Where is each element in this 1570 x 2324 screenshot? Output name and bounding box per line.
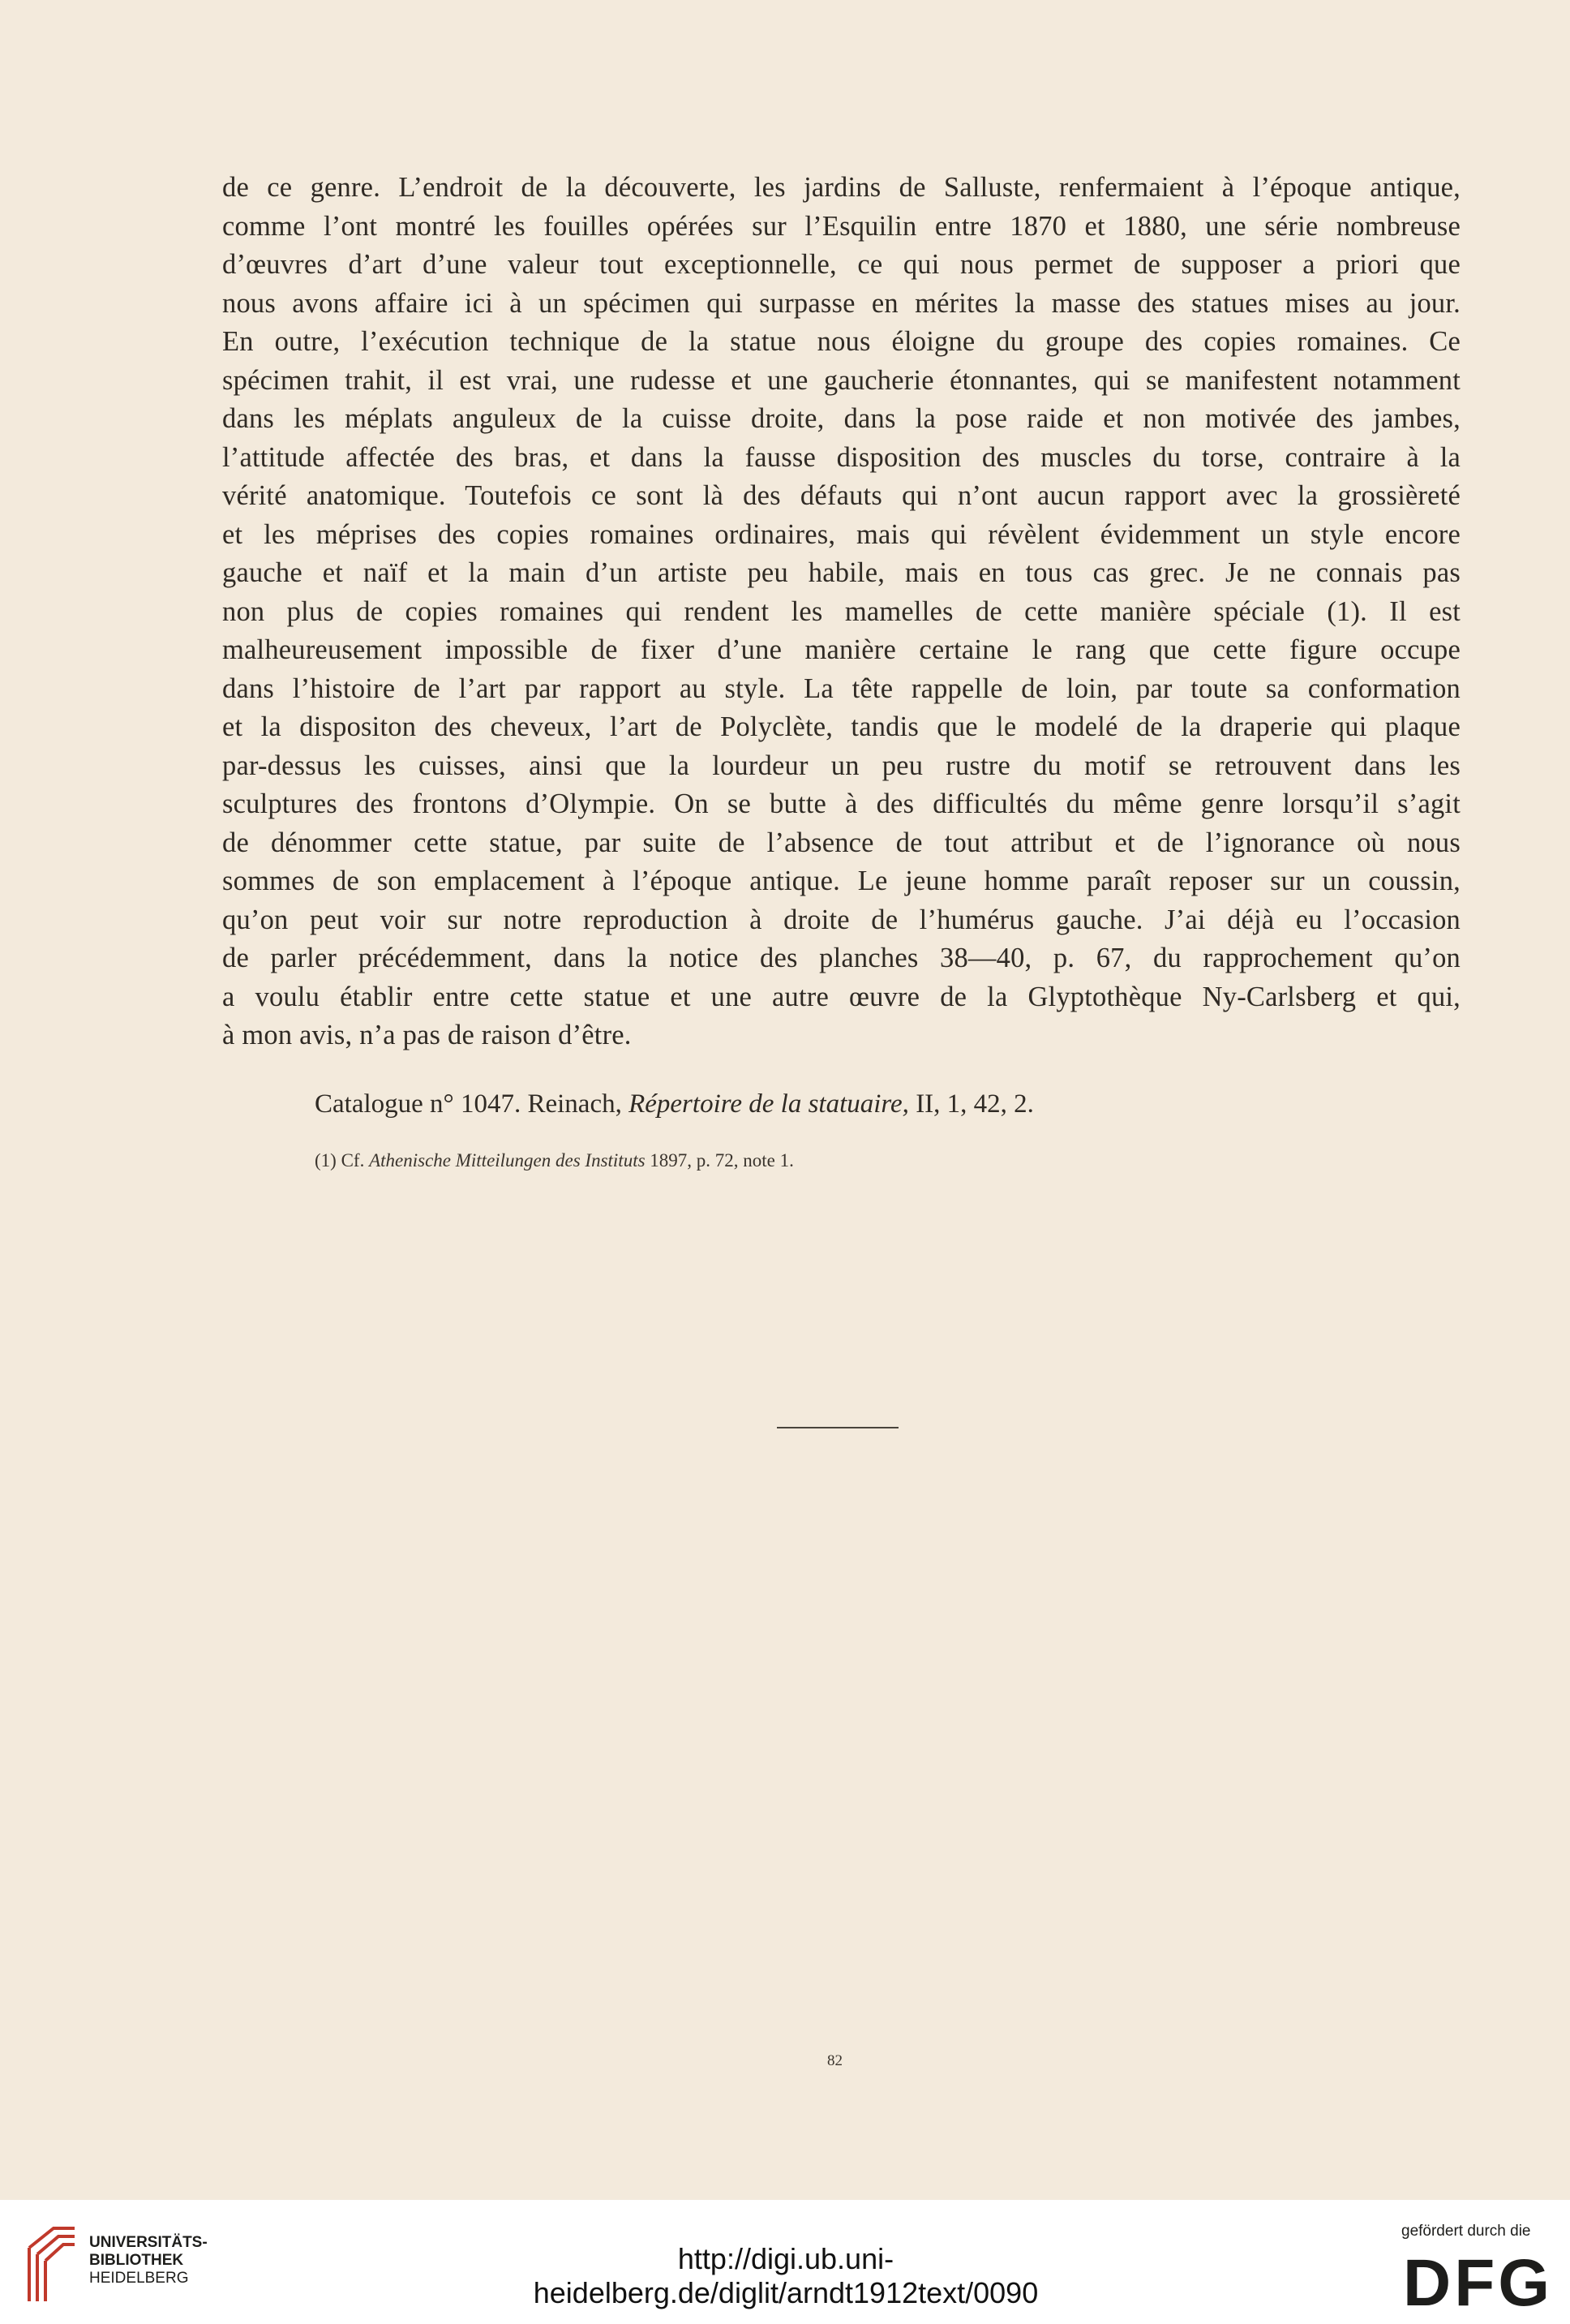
footnote-title: Athenische Mitteilungen des Instituts [369,1150,646,1171]
library-name-line: UNIVERSITÄTS- [89,2234,208,2251]
text-line: de dénommer cette statue, par suite de l’absence de tout attribut et de l’ignorance où nous [222,827,1461,858]
text-line: non plus de copies romaines qui rendent les mamelles de cette manière spéciale (1). Il est [222,595,1461,627]
text-line: nous avons affaire ici à un spécimen qui surpasse en mérites la masse des statues mises au jour. [222,287,1461,319]
page-number: 82 [827,2052,843,2069]
text-line: d’œuvres d’art d’une valeur tout exceptionnelle, ce qui nous permet de supposer a priori que [222,249,1461,280]
text-line: En outre, l’exécution technique de la statue nous éloigne du groupe des copies romaines. Ce [222,326,1461,357]
text-line: malheureusement impossible de fixer d’une manière certaine le rang que cette figure occupe [222,634,1461,665]
text-line: de ce genre. L’endroit de la découverte, les jardins de Salluste, renfermaient à l’époque antique, [222,172,1461,203]
catalogue-reference [315,1089,1034,1119]
digitization-footer [0,2200,1570,2324]
catalogue-prefix: Catalogue n° 1047. Reinach, [315,1089,629,1119]
text-line: à mon avis, n’a pas de raison d’être. [222,1020,632,1050]
text-line: comme l’ont montré les fouilles opérées sur l’Esquilin entre 1870 et 1880, une série nombreuse [222,210,1461,242]
library-name-line: BIBLIOTHEK [89,2252,184,2269]
library-logo-icon [21,2223,79,2305]
library-name [89,2234,208,2287]
catalogue-suffix: II, 1, 42, 2. [908,1089,1034,1119]
text-line: spécimen trahit, il est vrai, une rudesse et une gaucherie étonnantes, qui se manifestent notamment [222,364,1461,396]
body-paragraph [222,169,1461,1055]
text-line: sculptures des frontons d’Olympie. On se butte à des difficultés du même genre lorsqu’il s’agit [222,788,1461,819]
library-name-line: HEIDELBERG [89,2270,189,2287]
footnote-suffix: 1897, p. 72, note 1. [645,1150,794,1171]
funding-caption: gefördert durch die [1401,2223,1531,2240]
text-line: et la dispositon des cheveux, l’art de Polyclète, tandis que le modelé de la draperie qui plaque [222,711,1461,742]
text-line: par-dessus les cuisses, ainsi que la lourdeur un peu rustre du motif se retrouvent dans les [222,750,1461,781]
section-divider [777,1427,899,1428]
text-line: a voulu établir entre cette statue et une autre œuvre de la Glyptothèque Ny-Carlsberg et qui, [222,981,1461,1012]
catalogue-title: Répertoire de la statuaire, [628,1089,909,1119]
footnote [315,1150,794,1171]
source-url-link[interactable]: http://digi.ub.uni-heidelberg.de/diglit/arndt1912text/0090 [533,2242,1039,2309]
text-line: sommes de son emplacement à l’époque antique. Le jeune homme paraît reposer sur un coussin, [222,866,1461,896]
text-line: vérité anatomique. Toutefois ce sont là des défauts qui n’ont aucun rapport avec la grossièreté [222,480,1461,511]
text-line: de parler précédemment, dans la notice des planches 38—40, p. 67, du rapprochement qu’on [222,943,1461,973]
dfg-logo: DFG [1403,2246,1554,2320]
text-line: et les méprises des copies romaines ordinaires, mais qui révèlent évidemment un style encore [222,518,1461,550]
text-line: dans l’histoire de l’art par rapport au style. La tête rappelle de loin, par toute sa conformation [222,672,1461,704]
text-line: qu’on peut voir sur notre reproduction à droite de l’humérus gauche. J’ai déjà eu l’occasion [222,904,1461,935]
text-line: gauche et naïf et la main d’un artiste peu habile, mais en tous cas grec. Je ne connais pas [222,557,1461,588]
footnote-prefix: (1) Cf. [315,1150,370,1171]
text-line: l’attitude affectée des bras, et dans la fausse disposition des muscles du torse, contraire à la [222,441,1461,473]
text-line: dans les méplats anguleux de la cuisse droite, dans la pose raide et non motivée des jambes, [222,403,1461,434]
